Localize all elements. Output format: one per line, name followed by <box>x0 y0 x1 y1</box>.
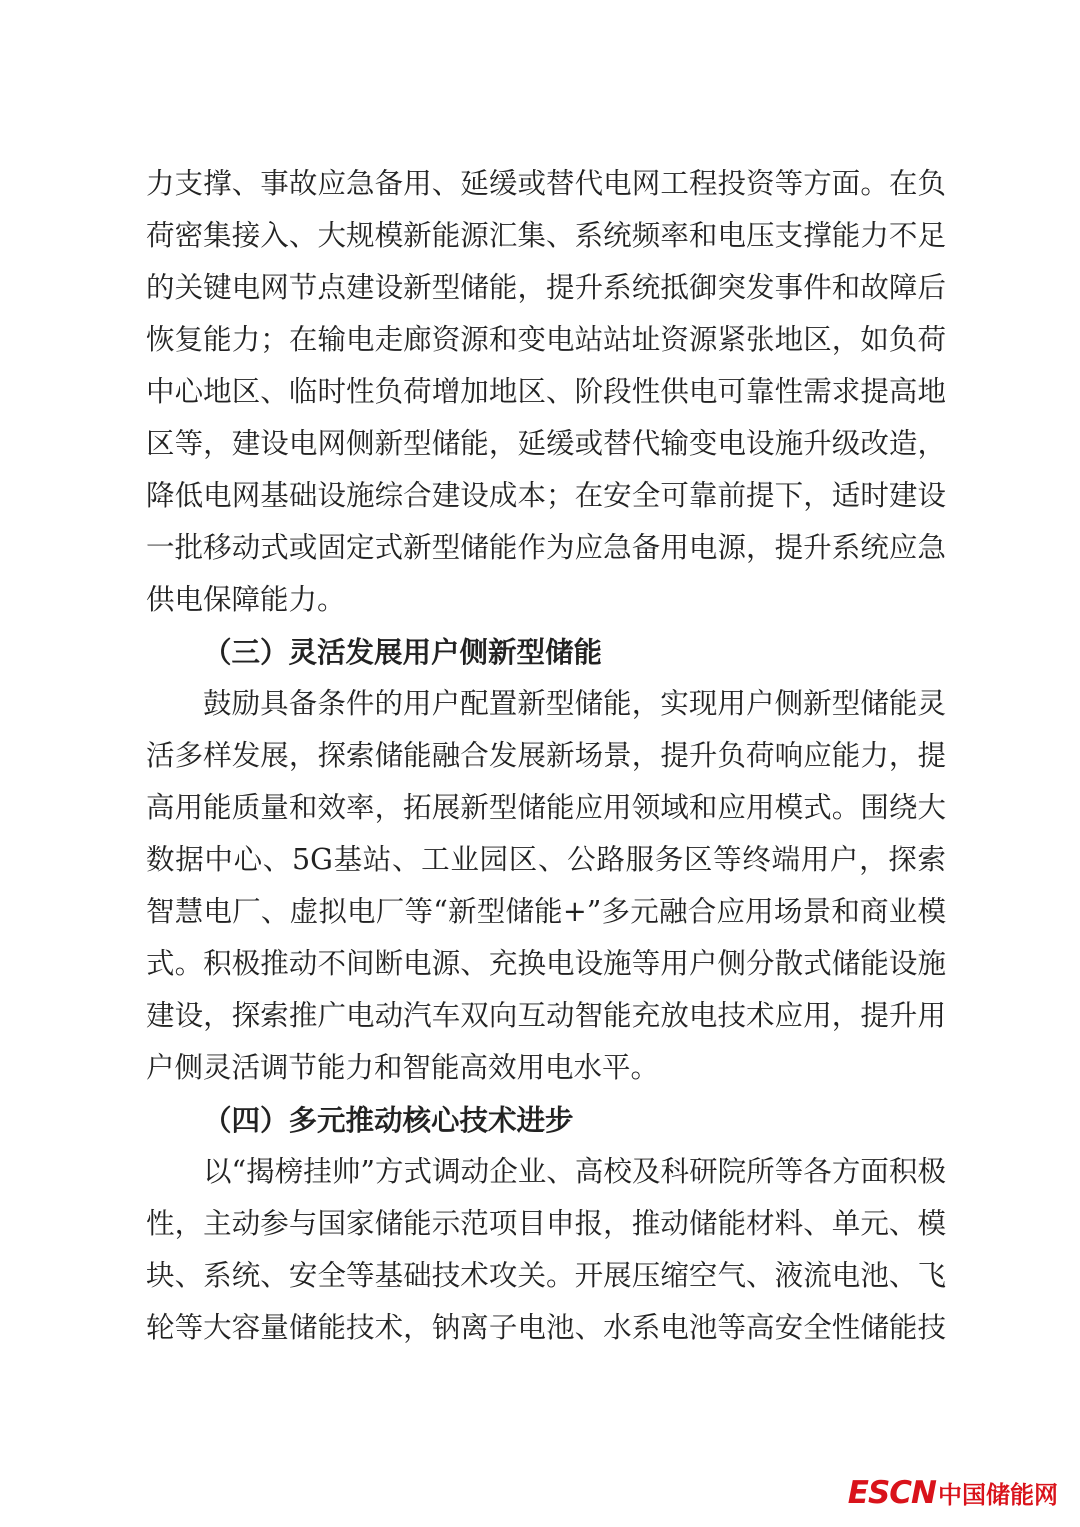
section-heading: （三）灵活发展用户侧新型储能 <box>203 635 603 669</box>
logo-text-en: ESCN <box>847 1475 936 1511</box>
text-line: 活多样发展，探索储能融合发展新场景，提升负荷响应能力，提 <box>146 739 946 772</box>
text-line: 块、系统、安全等基础技术攻关。开展压缩空气、液流电池、飞 <box>146 1259 946 1292</box>
text-line: 供电保障能力。 <box>146 583 346 616</box>
logo-text-cn: 中国储能网 <box>938 1481 1058 1509</box>
text-line: 数据中心、5G基站、工业园区、公路服务区等终端用户，探索 <box>146 843 946 876</box>
document-body <box>146 158 946 1354</box>
section-heading: （四）多元推动核心技术进步 <box>203 1103 574 1137</box>
text-line: 中心地区、临时性负荷增加地区、阶段性供电可靠性需求提高地 <box>146 375 946 408</box>
text-line: 荷密集接入、大规模新能源汇集、系统频率和电压支撑能力不足 <box>146 219 946 252</box>
text-line: 降低电网基础设施综合建设成本；在安全可靠前提下，适时建设 <box>146 479 946 512</box>
text-line: 的关键电网节点建设新型储能，提升系统抵御突发事件和故障后 <box>146 271 946 304</box>
text-line: 恢复能力；在输电走廊资源和变电站站址资源紧张地区，如负荷 <box>146 323 946 356</box>
text-line: 户侧灵活调节能力和智能高效用电水平。 <box>146 1051 660 1084</box>
text-line: 力支撑、事故应急备用、延缓或替代电网工程投资等方面。在负 <box>146 167 946 200</box>
text-line: 鼓励具备条件的用户配置新型储能，实现用户侧新型储能灵 <box>203 687 946 720</box>
text-line: 建设，探索推广电动汽车双向互动智能充放电技术应用，提升用 <box>146 999 946 1032</box>
text-line: 性，主动参与国家储能示范项目申报，推动储能材料、单元、模 <box>146 1207 946 1240</box>
text-line: 高用能质量和效率，拓展新型储能应用领域和应用模式。围绕大 <box>146 791 946 824</box>
text-line: 区等，建设电网侧新型储能，延缓或替代输变电设施升级改造， <box>146 427 946 460</box>
text-line: 以“揭榜挂帅”方式调动企业、高校及科研院所等各方面积极 <box>203 1155 946 1188</box>
escn-watermark-logo <box>848 1473 1058 1513</box>
text-line: 轮等大容量储能技术，钠离子电池、水系电池等高安全性储能技 <box>146 1311 946 1344</box>
text-line: 式。积极推动不间断电源、充换电设施等用户侧分散式储能设施 <box>146 947 946 980</box>
text-line: 智慧电厂、虚拟电厂等“新型储能+”多元融合应用场景和商业模 <box>146 895 946 928</box>
text-line: 一批移动式或固定式新型储能作为应急备用电源，提升系统应急 <box>146 531 946 564</box>
